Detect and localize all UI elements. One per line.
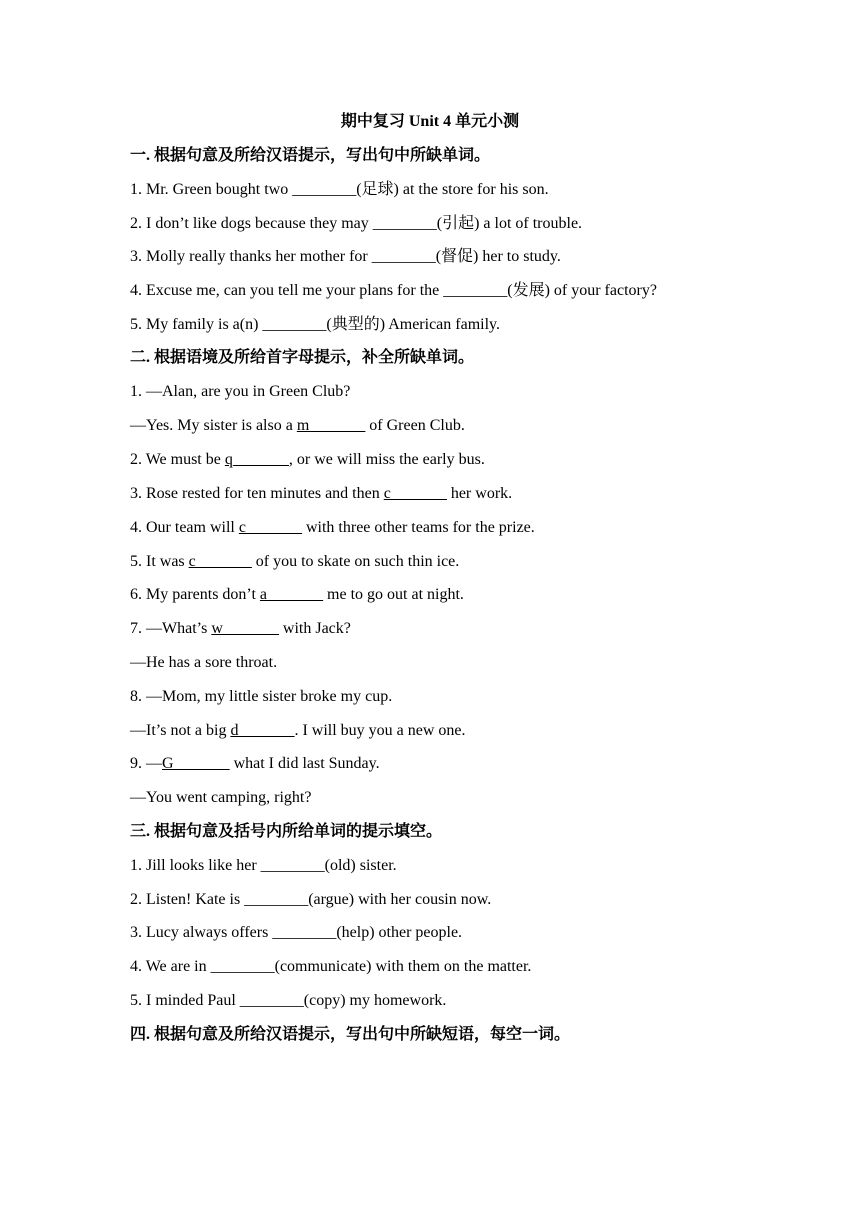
answer-blank: m_______ [296,417,366,434]
section-1-item-1: 1. Mr. Green bought two ________(足球) at the store for his son. [130,181,549,198]
section-2-line-2 [130,414,465,438]
line-text: —He has a sore throat. [130,654,278,671]
section-2-line-9 [130,651,277,675]
section-1-item-5: 5. My family is a(n) ________(典型的) American family. [130,316,501,333]
answer-blank: q_______ [224,451,289,468]
line-text: 8. —Mom, my little sister broke my cup. [130,688,393,705]
answer-blank: w_______ [211,620,279,637]
line-text: her work. [446,485,513,502]
line-text: 2. We must be [130,451,225,468]
section-3-item-5: 5. I minded Paul ________(copy) my homework. [130,992,447,1009]
section-2-line-1 [130,380,350,404]
answer-blank: c_______ [238,519,302,536]
answer-blank: c_______ [383,485,447,502]
line-text: —It’s not a big [130,722,231,739]
section-2-line-10 [130,685,392,709]
answer-blank: c_______ [188,553,252,570]
section-1-heading: 一. 根据句意及所给汉语提示，写出句中所缺单词。 [130,147,491,164]
section-2-line-8 [130,617,351,641]
section-2-line-7 [130,583,464,607]
section-2-line-6 [130,550,459,574]
section-2-line-4 [130,482,512,506]
section-2-line-11 [130,719,466,743]
line-text: , or we will miss the early bus. [288,451,485,468]
answer-blank: d_______ [230,722,295,739]
page-title: 期中复习 Unit 4 单元小测 [340,113,520,130]
line-text: with Jack? [278,620,351,637]
line-text: of you to skate on such thin ice. [251,553,460,570]
answer-blank: G_______ [162,755,230,772]
line-text: 5. It was [130,553,189,570]
line-text: 6. My parents don’t [130,586,260,603]
line-text: 1. —Alan, are you in Green Club? [130,383,351,400]
section-3-heading: 三. 根据句意及括号内所给单词的提示填空。 [130,823,443,840]
line-text: with three other teams for the prize. [301,519,535,536]
line-text: 4. Our team will [130,519,239,536]
line-text: 7. —What’s [130,620,212,637]
section-1-item-2: 2. I don’t like dogs because they may ________(引起) a lot of trouble. [130,215,583,232]
section-3-item-2: 2. Listen! Kate is ________(argue) with her cousin now. [130,891,492,908]
line-text: what I did last Sunday. [229,755,380,772]
line-text: —Yes. My sister is also a [130,417,297,434]
section-2-line-13 [130,786,311,810]
line-text: 9. — [130,755,162,772]
line-text: of Green Club. [365,417,465,434]
line-text: . I will buy you a new one. [294,722,466,739]
section-1-item-4: 4. Excuse me, can you tell me your plans for the ________(发展) of your factory? [130,282,657,299]
answer-blank: a_______ [259,586,324,603]
section-3-item-3: 3. Lucy always offers ________(help) other people. [130,924,463,941]
section-2-line-12 [130,752,380,776]
line-text: 3. Rose rested for ten minutes and then [130,485,384,502]
section-1-item-3: 3. Molly really thanks her mother for ________(督促) her to study. [130,248,561,265]
section-2-line-3 [130,448,485,472]
section-3-item-1: 1. Jill looks like her ________(old) sister. [130,857,397,874]
section-2-line-5 [130,516,535,540]
line-text: —You went camping, right? [130,789,312,806]
section-3-item-4: 4. We are in ________(communicate) with them on the matter. [130,958,532,975]
section-2-heading: 二. 根据语境及所给首字母提示，补全所缺单词。 [130,349,475,366]
section-4-heading: 四. 根据句意及所给汉语提示，写出句中所缺短语，每空一词。 [130,1026,571,1043]
line-text: me to go out at night. [323,586,464,603]
